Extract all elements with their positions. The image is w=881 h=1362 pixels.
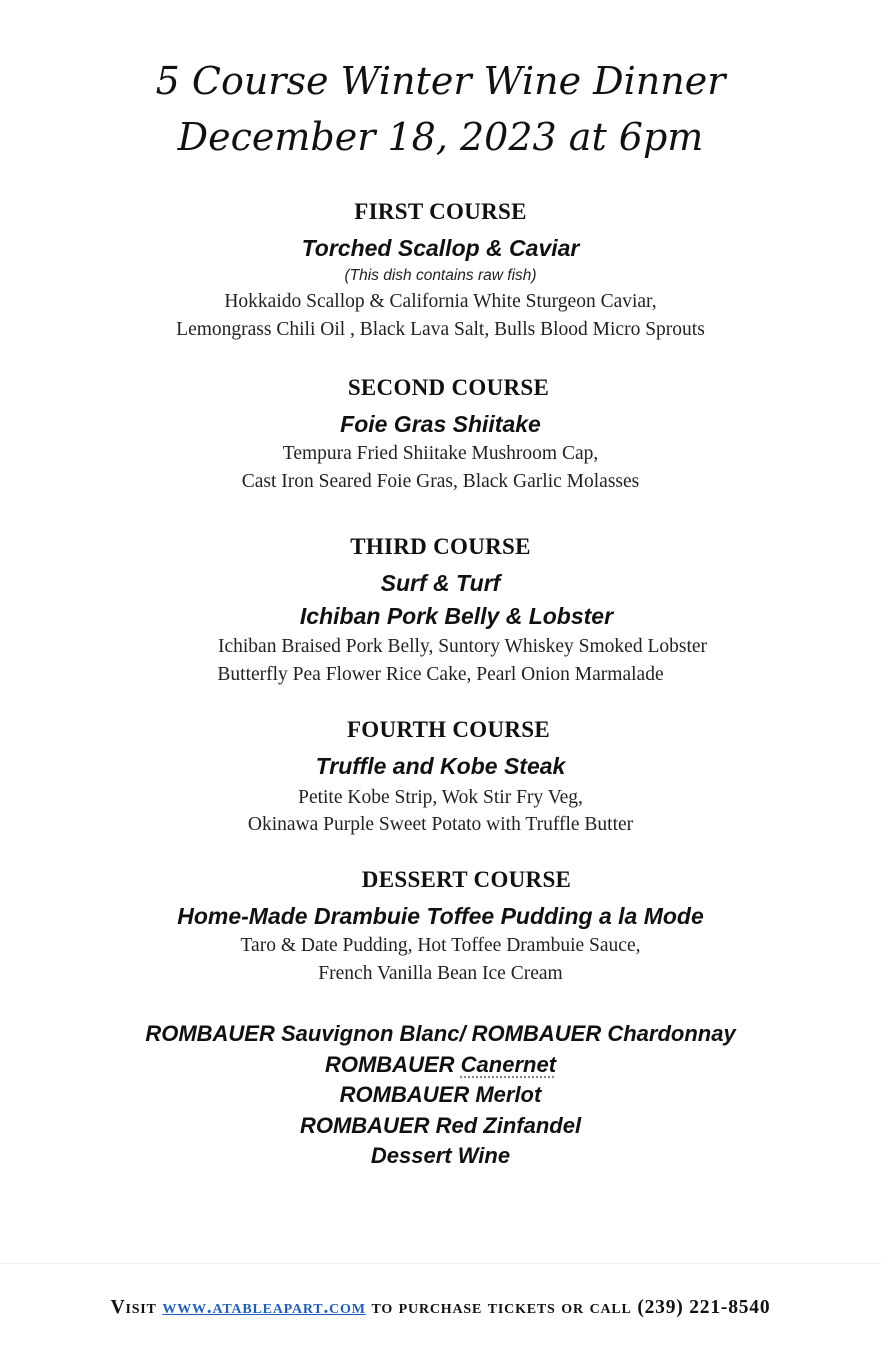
dish-description-line: Lemongrass Chili Oil , Black Lava Salt, Bulls Blood Micro Sprouts — [176, 319, 705, 340]
footer-prefix: Visit — [110, 1297, 157, 1318]
dish-title-dessert: Home-Made Drambuie Toffee Pudding a la Mode — [177, 903, 704, 929]
dish-description-line: Taro & Date Pudding, Hot Toffee Drambuie Sauce, — [240, 935, 641, 956]
footer-cta — [0, 1293, 881, 1323]
dish-description-line: Okinawa Purple Sweet Potato with Truffle Butter — [247, 814, 634, 835]
dish-description-line: Cast Iron Seared Foie Gras, Black Garlic Molasses — [241, 471, 640, 492]
wine-brand: ROMBAUER — [324, 1052, 455, 1077]
dish-description-line: Butterfly Pea Flower Rice Cake, Pearl Onion Marmalade — [217, 664, 664, 685]
wine-pairing: ROMBAUER Merlot — [339, 1082, 542, 1107]
footer-divider — [0, 1263, 881, 1264]
course-heading-fourth: FOURTH COURSE — [346, 717, 551, 742]
dish-description-line: French Vanilla Bean Ice Cream — [318, 963, 563, 984]
website-link[interactable]: www.atableapart.com — [162, 1297, 366, 1318]
dish-description-line: Petite Kobe Strip, Wok Stir Fry Veg, — [298, 787, 583, 808]
dish-title-fourth: Truffle and Kobe Steak — [315, 753, 566, 779]
dish-title-second: Foie Gras Shiitake — [340, 411, 541, 437]
dish-title-third: Surf & Turf — [380, 570, 501, 596]
course-heading-dessert: DESSERT COURSE — [361, 867, 572, 892]
dish-title-first: Torched Scallop & Caviar — [301, 235, 580, 261]
dish-description-line: Tempura Fried Shiitake Mushroom Cap, — [282, 443, 599, 464]
wine-pairing: ROMBAUER Sauvignon Blanc/ ROMBAUER Chardonnay — [145, 1021, 736, 1046]
wine-pairing — [0, 1051, 881, 1079]
course-heading-third: THIRD COURSE — [350, 534, 531, 559]
dish-subtitle-third: Ichiban Pork Belly & Lobster — [299, 603, 614, 629]
page-title-line-2: December 18, 2023 at 6pm — [177, 115, 704, 159]
raw-fish-note: (This dish contains raw fish) — [344, 267, 537, 284]
wine-varietal: Canernet — [460, 1052, 557, 1077]
page-title-line-1: 5 Course Winter Wine Dinner — [155, 59, 726, 103]
wine-pairing: ROMBAUER Red Zinfandel — [299, 1113, 582, 1138]
dish-description-line: Hokkaido Scallop & California White Sturgeon Caviar, — [224, 291, 657, 312]
course-heading-first: FIRST COURSE — [354, 199, 527, 224]
dish-description-line: Ichiban Braised Pork Belly, Suntory Whiskey Smoked Lobster — [217, 636, 708, 657]
wine-pairing: Dessert Wine — [370, 1143, 511, 1168]
footer-suffix: to purchase tickets or call (239) 221-8540 — [371, 1297, 771, 1318]
course-heading-second: SECOND COURSE — [347, 375, 550, 400]
